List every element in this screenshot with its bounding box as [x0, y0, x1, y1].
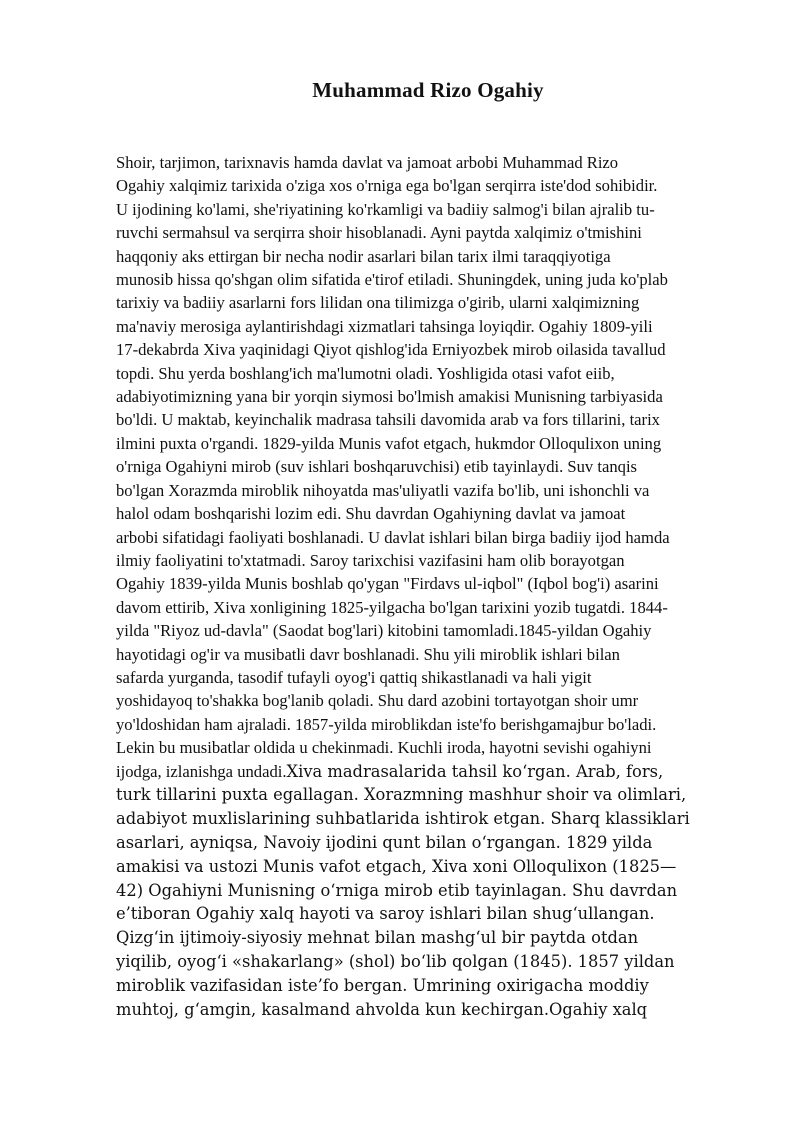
text-line: topdi. Shu yerda boshlang'ich ma'lumotni oladi. Yoshligida otasi vafot eiib,: [116, 363, 615, 383]
body-text: [116, 151, 716, 1022]
text-line: ruvchi sermahsul va serqirra shoir hisoblanadi. Ayni paytda xalqimiz o'tmishini: [116, 223, 642, 243]
text-line: bo'ldi. U maktab, keyinchalik madrasa tahsili davomida arab va fors tillarini, tarix: [116, 410, 660, 430]
text-line: adabiyot muxlislarining suhbatlarida ishtirok etgan. Sharq klassiklari: [116, 808, 690, 828]
text-line: Ogahiy xalqimiz tarixida o'ziga xos o'rniga ega bo'lgan serqirra iste'dod sohibidir.: [116, 176, 658, 196]
text-line: Qizg‘in ijtimoiy-siyosiy mehnat bilan mashg‘ul bir paytda otdan: [116, 928, 639, 948]
text-line: Shoir, tarjimon, tarixnavis hamda davlat va jamoat arbobi Muhammad Rizo: [116, 153, 619, 172]
text-line: haqqoniy aks ettirgan bir necha nodir asarlari bilan tarix ilmi taraqqiyotiga: [116, 246, 611, 266]
text-line: Lekin bu musibatlar oldida u chekinmadi. Kuchli iroda, hayotni sevishi ogahiyni: [116, 738, 652, 758]
text-line: miroblik vazifasidan iste’fo bergan. Umrining oxirigacha moddiy: [116, 976, 649, 996]
text-line: adabiyotimizning yana bir yorqin siymosi bo'lmish amakisi Munisning tarbiyasida: [116, 387, 663, 407]
text-line: yo'ldoshidan ham ajraladi. 1857-yilda miroblikdan iste'fo berishgamajbur bo'ladi.: [116, 714, 657, 734]
text-line: 42) Ogahiyni Munisning o‘rniga mirob etib tayinlagan. Shu davrdan: [116, 880, 678, 900]
text-line: turk tillarini puxta egallagan. Xorazmning mashhur shoir va olimlari,: [116, 784, 687, 804]
text-line: hayotidagi og'ir va musibatli davr boshlanadi. Shu yili miroblik ishlari bilan: [116, 644, 620, 664]
text-line: safarda yurganda, tasodif tufayli oyog'i qattiq shikastlanadi va hali yigit: [116, 667, 592, 687]
text-line: yiqilib, oyog‘i «shakarlang» (shol) bo‘lib qolgan (1845). 1857 yildan: [116, 952, 675, 972]
mixed-font-line: [116, 760, 716, 783]
text-line: e’tiboran Ogahiy xalq hayoti va saroy ishlari bilan shug‘ullangan.: [116, 904, 655, 924]
text-line: yilda "Riyoz ud-davla" (Saodat bog'lari) kitobini tamomladi.1845-yildan Ogahiy: [116, 621, 652, 641]
text-line: ma'naviy merosiga aylantirishdagi xizmatlari tahsinga loyiqdir. Ogahiy 1809-yili: [116, 316, 653, 336]
text-line: o'rniga Ogahiyni mirob (suv ishlari boshqaruvchisi) etib tayinlaydi. Suv tanqis: [116, 457, 638, 477]
text-line: halol odam boshqarishi lozim edi. Shu davrdan Ogahiyning davlat va jamoat: [116, 504, 626, 524]
text-line: U ijodining ko'lami, she'riyatining ko'rkamligi va badiiy salmog'i bilan ajralib tu-: [116, 199, 655, 219]
text-line: bo'lgan Xorazmda miroblik nihoyatda mas'uliyatli vazifa bo'lib, uni ishonchli va: [116, 480, 650, 500]
text-line: davom ettirib, Xiva xonligining 1825-yilgacha bo'lgan tarixini yozib tugatdi. 1844-: [116, 597, 668, 617]
text-segment: ijodga, izlanishga undadi.: [116, 761, 287, 781]
text-line: munosib hissa qo'shgan olim sifatida e'tirof etiladi. Shuningdek, uning juda ko'plab: [116, 270, 668, 290]
text-line: arbobi sifatidagi faoliyati boshlanadi. U davlat ishlari bilan birga badiiy ijod hamda: [116, 527, 670, 547]
text-line: muhtoj, g‘amgin, kasalmand ahvolda kun kechirgan.Ogahiy xalq: [116, 1000, 648, 1020]
text-line: amakisi va ustozi Munis vafot etgach, Xiva xoni Olloqulixon (1825—: [116, 856, 677, 876]
document-title: Muhammad Rizo Ogahiy: [312, 78, 544, 102]
text-line: Ogahiy 1839-yilda Munis boshlab qo'ygan "Firdavs ul-iqbol" (Iqbol bog'i) asarini: [116, 574, 659, 594]
text-segment: Xiva madrasalarida tahsil ko‘rgan. Arab, fors,: [286, 761, 664, 781]
text-line: tarixiy va badiiy asarlarni fors lilidan ona tilimizga o'girib, ularni xalqimizning: [116, 293, 640, 313]
text-line: yoshidayoq to'shakka bog'lanib qoladi. Shu dard azobini tortayotgan shoir umr: [116, 691, 639, 711]
text-line: 17-dekabrda Xiva yaqinidagi Qiyot qishlog'ida Erniyozbek mirob oilasida tavallud: [116, 340, 666, 360]
text-line: ilmini puxta o'rgandi. 1829-yilda Munis vafot etgach, hukmdor Olloqulixon uning: [116, 433, 662, 453]
text-line: ilmiy faoliyatini to'xtatmadi. Saroy tarixchisi vazifasini ham olib borayotgan: [116, 550, 625, 570]
text-line: asarlari, ayniqsa, Navoiy ijodini qunt bilan o‘rgangan. 1829 yilda: [116, 832, 653, 852]
